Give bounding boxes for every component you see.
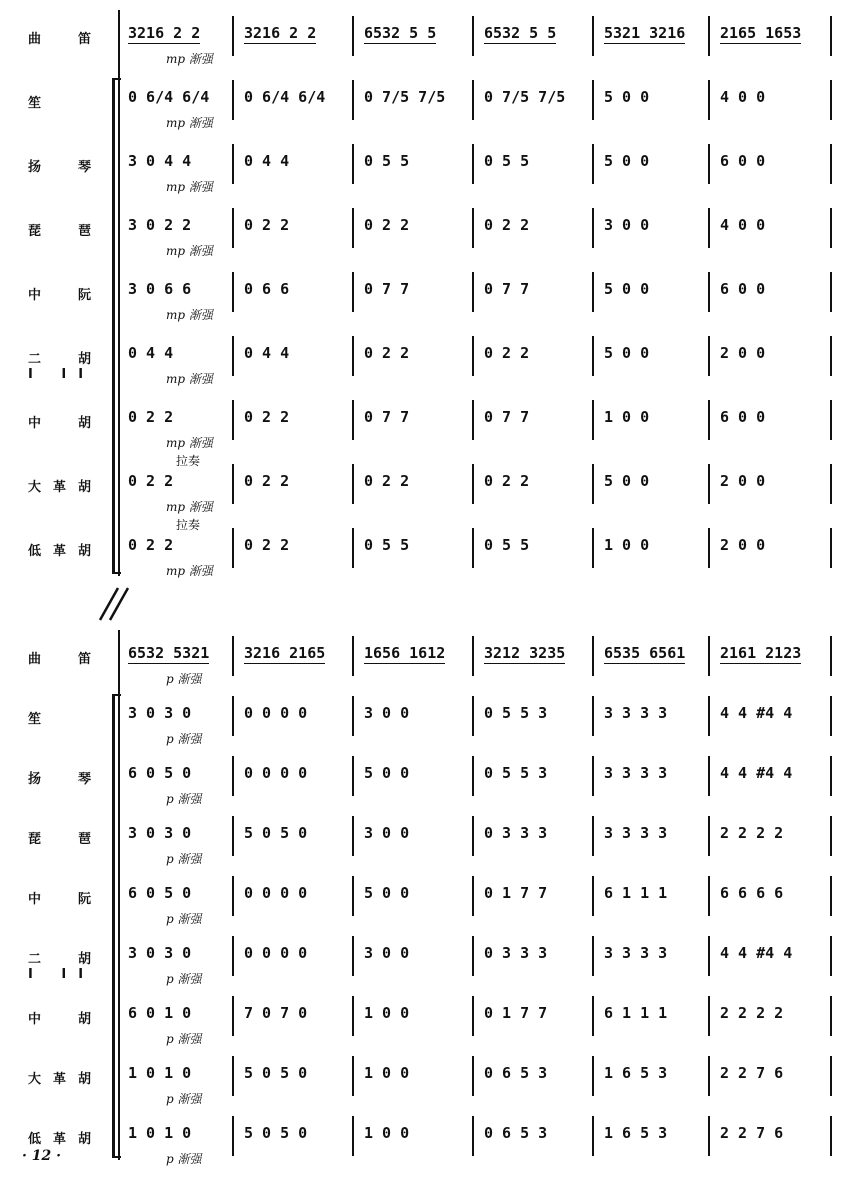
barline bbox=[232, 1056, 234, 1096]
measure-cell: 6535 6561 bbox=[604, 644, 686, 662]
staff-row bbox=[0, 138, 852, 198]
measure-cell: 0 1 7 7 bbox=[484, 1004, 548, 1022]
measure-cell: 3216 2165 bbox=[244, 644, 326, 662]
barline bbox=[708, 144, 710, 184]
measure-cell: 4 0 0 bbox=[720, 88, 766, 106]
staff-row bbox=[0, 870, 852, 930]
staff-row bbox=[0, 930, 852, 990]
barline bbox=[592, 208, 594, 248]
staff-row bbox=[0, 990, 852, 1050]
barline bbox=[830, 400, 832, 440]
measure-cell: 3 3 3 3 bbox=[604, 824, 668, 842]
measure-cell: 1 0 0 bbox=[604, 536, 650, 554]
barline bbox=[830, 1056, 832, 1096]
instrument-label: 笙 bbox=[28, 712, 54, 727]
measure-cell: 2 2 2 2 bbox=[720, 824, 784, 842]
barline bbox=[708, 208, 710, 248]
barline bbox=[472, 1116, 474, 1156]
measure-cell: 0 5 5 3 bbox=[484, 704, 548, 722]
barline bbox=[472, 996, 474, 1036]
staff-row bbox=[0, 1110, 852, 1170]
measure-cell: 3 0 0 bbox=[364, 704, 410, 722]
measure-cell: 1 0 1 0 bbox=[128, 1064, 192, 1082]
barline bbox=[592, 80, 594, 120]
measure-cell: 0 4 4 bbox=[244, 152, 290, 170]
measure-cell: 0 5 5 bbox=[484, 152, 530, 170]
measure-cell: 0 1 7 7 bbox=[484, 884, 548, 902]
staff-row bbox=[0, 394, 852, 454]
instrument-label: 二 胡 I II bbox=[28, 352, 104, 382]
barline bbox=[352, 696, 354, 736]
barline bbox=[592, 16, 594, 56]
barline bbox=[472, 144, 474, 184]
barline bbox=[352, 996, 354, 1036]
measure-cell: 0 5 5 bbox=[364, 536, 410, 554]
barline bbox=[472, 636, 474, 676]
barline bbox=[592, 816, 594, 856]
system-break-mark bbox=[94, 586, 134, 622]
measure-cell: 0 0 0 0 bbox=[244, 884, 308, 902]
barline bbox=[472, 336, 474, 376]
barline bbox=[830, 756, 832, 796]
instrument-label: 中 阮 bbox=[28, 288, 104, 303]
dynamic-marking: p 渐强 bbox=[166, 732, 202, 746]
barline bbox=[708, 528, 710, 568]
measure-cell: 3212 3235 bbox=[484, 644, 566, 662]
measure-cell: 5 0 0 bbox=[604, 152, 650, 170]
measure-cell: 5 0 5 0 bbox=[244, 824, 308, 842]
dynamic-marking: p 渐强 bbox=[166, 912, 202, 926]
measure-cell: 0 4 4 bbox=[128, 344, 174, 362]
measure-cell: 2161 2123 bbox=[720, 644, 802, 662]
measure-cell: 0 6 6 bbox=[244, 280, 290, 298]
barline bbox=[472, 876, 474, 916]
staff-row bbox=[0, 10, 852, 70]
measure-cell: 2165 1653 bbox=[720, 24, 802, 42]
barline bbox=[592, 996, 594, 1036]
barline bbox=[352, 80, 354, 120]
barline bbox=[232, 816, 234, 856]
barline bbox=[352, 464, 354, 504]
measure-cell: 5 0 0 bbox=[604, 88, 650, 106]
measure-cell: 1 6 5 3 bbox=[604, 1064, 668, 1082]
barline bbox=[232, 936, 234, 976]
barline bbox=[232, 636, 234, 676]
measure-cell: 2 0 0 bbox=[720, 536, 766, 554]
barline bbox=[708, 400, 710, 440]
barline bbox=[708, 272, 710, 312]
dynamic-marking: mp 渐强 bbox=[166, 180, 213, 194]
barline bbox=[830, 876, 832, 916]
measure-cell: 6 0 0 bbox=[720, 280, 766, 298]
measure-cell: 0 5 5 bbox=[484, 536, 530, 554]
dynamic-marking: mp 渐强 bbox=[166, 244, 213, 258]
barline bbox=[472, 816, 474, 856]
barline bbox=[708, 876, 710, 916]
barline bbox=[232, 876, 234, 916]
barline bbox=[232, 16, 234, 56]
measure-cell: 7 0 7 0 bbox=[244, 1004, 308, 1022]
barline bbox=[472, 80, 474, 120]
measure-cell: 2 2 2 2 bbox=[720, 1004, 784, 1022]
barline bbox=[708, 636, 710, 676]
instrument-label: 扬 琴 bbox=[28, 772, 104, 787]
barline bbox=[352, 528, 354, 568]
barline bbox=[708, 1056, 710, 1096]
dynamic-marking: p 渐强 bbox=[166, 852, 202, 866]
measure-cell: 6 0 1 0 bbox=[128, 1004, 192, 1022]
staff-row bbox=[0, 630, 852, 690]
measure-cell: 0 2 2 bbox=[128, 472, 174, 490]
measure-cell: 0 2 2 bbox=[244, 536, 290, 554]
instrument-label: 中 胡 bbox=[28, 416, 104, 431]
barline bbox=[830, 272, 832, 312]
barline bbox=[708, 336, 710, 376]
staff-row bbox=[0, 74, 852, 134]
dynamic-marking: p 渐强 bbox=[166, 672, 202, 686]
barline bbox=[830, 528, 832, 568]
instrument-label: 中 胡 bbox=[28, 1012, 104, 1027]
barline bbox=[592, 1116, 594, 1156]
measure-cell: 0 7/5 7/5 bbox=[484, 88, 566, 106]
barline bbox=[472, 528, 474, 568]
instrument-label: 大革胡 bbox=[28, 480, 104, 495]
measure-cell: 0 2 2 bbox=[244, 216, 290, 234]
dynamic-marking: p 渐强 bbox=[166, 792, 202, 806]
measure-cell: 0 2 2 bbox=[364, 472, 410, 490]
group-bracket bbox=[112, 694, 121, 1158]
measure-cell: 2 0 0 bbox=[720, 344, 766, 362]
barline bbox=[830, 636, 832, 676]
measure-cell: 3 0 3 0 bbox=[128, 824, 192, 842]
measure-cell: 1 0 1 0 bbox=[128, 1124, 192, 1142]
barline bbox=[232, 208, 234, 248]
technique-marking: 拉奏 bbox=[176, 454, 201, 468]
barline bbox=[472, 272, 474, 312]
barline bbox=[232, 696, 234, 736]
barline bbox=[472, 936, 474, 976]
measure-cell: 6 0 5 0 bbox=[128, 764, 192, 782]
staff-row bbox=[0, 750, 852, 810]
dynamic-marking: p 渐强 bbox=[166, 1032, 202, 1046]
measure-cell: 6 1 1 1 bbox=[604, 884, 668, 902]
dynamic-marking: p 渐强 bbox=[166, 1092, 202, 1106]
measure-cell: 6 0 5 0 bbox=[128, 884, 192, 902]
staff-row bbox=[0, 690, 852, 750]
staff-row bbox=[0, 1050, 852, 1110]
measure-cell: 0 7/5 7/5 bbox=[364, 88, 446, 106]
staff-row bbox=[0, 454, 852, 518]
measure-cell: 3 3 3 3 bbox=[604, 944, 668, 962]
measure-cell: 0 2 2 bbox=[128, 536, 174, 554]
barline bbox=[708, 936, 710, 976]
barline bbox=[352, 208, 354, 248]
barline bbox=[592, 756, 594, 796]
measure-cell: 0 6 5 3 bbox=[484, 1124, 548, 1142]
barline bbox=[708, 1116, 710, 1156]
page-number: · 12 · bbox=[22, 1148, 61, 1164]
barline bbox=[232, 144, 234, 184]
barline bbox=[472, 16, 474, 56]
barline bbox=[232, 996, 234, 1036]
dynamic-marking: mp 渐强 bbox=[166, 564, 213, 578]
barline bbox=[472, 1056, 474, 1096]
barline bbox=[708, 996, 710, 1036]
barline bbox=[352, 16, 354, 56]
measure-cell: 0 2 2 bbox=[484, 472, 530, 490]
barline bbox=[592, 936, 594, 976]
measure-cell: 0 6/4 6/4 bbox=[244, 88, 326, 106]
measure-cell: 1 0 0 bbox=[364, 1064, 410, 1082]
measure-cell: 3 0 3 0 bbox=[128, 944, 192, 962]
barline bbox=[232, 400, 234, 440]
measure-cell: 6 0 0 bbox=[720, 408, 766, 426]
barline bbox=[830, 1116, 832, 1156]
measure-cell: 0 2 2 bbox=[484, 216, 530, 234]
measure-cell: 5 0 0 bbox=[364, 764, 410, 782]
barline bbox=[592, 1056, 594, 1096]
measure-cell: 0 3 3 3 bbox=[484, 824, 548, 842]
measure-cell: 0 6 5 3 bbox=[484, 1064, 548, 1082]
dynamic-marking: mp 渐强 bbox=[166, 436, 213, 450]
measure-cell: 5321 3216 bbox=[604, 24, 686, 42]
barline bbox=[592, 144, 594, 184]
barline bbox=[232, 80, 234, 120]
staff-row bbox=[0, 330, 852, 390]
measure-cell: 0 6/4 6/4 bbox=[128, 88, 210, 106]
measure-cell: 3 0 4 4 bbox=[128, 152, 192, 170]
measure-cell: 3 0 0 bbox=[364, 944, 410, 962]
barline bbox=[830, 696, 832, 736]
measure-cell: 0 2 2 bbox=[364, 216, 410, 234]
barline bbox=[352, 876, 354, 916]
measure-cell: 4 4 #4 4 bbox=[720, 704, 793, 722]
measure-cell: 0 5 5 3 bbox=[484, 764, 548, 782]
barline bbox=[592, 876, 594, 916]
measure-cell: 4 4 #4 4 bbox=[720, 764, 793, 782]
instrument-label: 琵 琶 bbox=[28, 224, 104, 239]
measure-cell: 5 0 0 bbox=[604, 280, 650, 298]
barline bbox=[232, 336, 234, 376]
barline bbox=[592, 636, 594, 676]
barline bbox=[592, 528, 594, 568]
barline bbox=[708, 816, 710, 856]
barline bbox=[352, 400, 354, 440]
measure-cell: 3216 2 2 bbox=[128, 24, 201, 42]
dynamic-marking: p 渐强 bbox=[166, 972, 202, 986]
measure-cell: 1 0 0 bbox=[604, 408, 650, 426]
barline bbox=[830, 80, 832, 120]
measure-cell: 5 0 0 bbox=[604, 472, 650, 490]
barline bbox=[472, 756, 474, 796]
barline bbox=[232, 528, 234, 568]
instrument-label: 大革胡 bbox=[28, 1072, 104, 1087]
staff-row bbox=[0, 266, 852, 326]
dynamic-marking: mp 渐强 bbox=[166, 308, 213, 322]
dynamic-marking: mp 渐强 bbox=[166, 52, 213, 66]
barline bbox=[352, 756, 354, 796]
barline bbox=[352, 1116, 354, 1156]
barline bbox=[592, 272, 594, 312]
measure-cell: 0 7 7 bbox=[364, 280, 410, 298]
measure-cell: 6532 5321 bbox=[128, 644, 210, 662]
measure-cell: 0 7 7 bbox=[484, 408, 530, 426]
measure-cell: 0 7 7 bbox=[364, 408, 410, 426]
instrument-label: 低革胡 bbox=[28, 1132, 104, 1147]
measure-cell: 0 3 3 3 bbox=[484, 944, 548, 962]
barline bbox=[232, 272, 234, 312]
dynamic-marking: p 渐强 bbox=[166, 1152, 202, 1166]
measure-cell: 0 2 2 bbox=[244, 408, 290, 426]
barline bbox=[232, 1116, 234, 1156]
barline bbox=[830, 336, 832, 376]
measure-cell: 4 4 #4 4 bbox=[720, 944, 793, 962]
measure-cell: 6 6 6 6 bbox=[720, 884, 784, 902]
instrument-label: 琵 琶 bbox=[28, 832, 104, 847]
barline bbox=[830, 208, 832, 248]
barline bbox=[232, 464, 234, 504]
barline bbox=[472, 696, 474, 736]
barline bbox=[592, 696, 594, 736]
measure-cell: 1656 1612 bbox=[364, 644, 446, 662]
barline bbox=[352, 144, 354, 184]
barline bbox=[830, 16, 832, 56]
measure-cell: 5 0 0 bbox=[604, 344, 650, 362]
group-bracket bbox=[112, 78, 121, 574]
measure-cell: 0 0 0 0 bbox=[244, 944, 308, 962]
measure-cell: 2 2 7 6 bbox=[720, 1064, 784, 1082]
barline bbox=[472, 464, 474, 504]
measure-cell: 0 2 2 bbox=[364, 344, 410, 362]
measure-cell: 1 0 0 bbox=[364, 1004, 410, 1022]
measure-cell: 2 2 7 6 bbox=[720, 1124, 784, 1142]
measure-cell: 0 2 2 bbox=[484, 344, 530, 362]
barline bbox=[592, 464, 594, 504]
measure-cell: 3 0 6 6 bbox=[128, 280, 192, 298]
barline bbox=[830, 996, 832, 1036]
instrument-label: 笙 bbox=[28, 96, 54, 111]
barline bbox=[352, 272, 354, 312]
measure-cell: 3 0 0 bbox=[364, 824, 410, 842]
measure-cell: 5 0 0 bbox=[364, 884, 410, 902]
barline bbox=[708, 80, 710, 120]
instrument-label: 曲 笛 bbox=[28, 652, 104, 667]
barline bbox=[830, 144, 832, 184]
instrument-label: 扬 琴 bbox=[28, 160, 104, 175]
dynamic-marking: mp 渐强 bbox=[166, 116, 213, 130]
dynamic-marking: mp 渐强 bbox=[166, 500, 213, 514]
barline bbox=[352, 636, 354, 676]
measure-cell: 6 1 1 1 bbox=[604, 1004, 668, 1022]
barline bbox=[830, 816, 832, 856]
measure-cell: 0 7 7 bbox=[484, 280, 530, 298]
barline bbox=[352, 816, 354, 856]
measure-cell: 5 0 5 0 bbox=[244, 1064, 308, 1082]
measure-cell: 0 2 2 bbox=[244, 472, 290, 490]
measure-cell: 0 4 4 bbox=[244, 344, 290, 362]
barline bbox=[708, 16, 710, 56]
instrument-label: 中 阮 bbox=[28, 892, 104, 907]
measure-cell: 6532 5 5 bbox=[364, 24, 437, 42]
measure-cell: 4 0 0 bbox=[720, 216, 766, 234]
barline bbox=[830, 464, 832, 504]
measure-cell: 3216 2 2 bbox=[244, 24, 317, 42]
dynamic-marking: mp 渐强 bbox=[166, 372, 213, 386]
measure-cell: 1 0 0 bbox=[364, 1124, 410, 1142]
measure-cell: 0 2 2 bbox=[128, 408, 174, 426]
measure-cell: 0 5 5 bbox=[364, 152, 410, 170]
barline bbox=[830, 936, 832, 976]
staff-row bbox=[0, 810, 852, 870]
barline bbox=[592, 336, 594, 376]
system-2 bbox=[0, 620, 852, 1166]
barline bbox=[352, 336, 354, 376]
barline bbox=[472, 208, 474, 248]
technique-marking: 拉奏 bbox=[176, 518, 201, 532]
instrument-label: 低革胡 bbox=[28, 544, 104, 559]
measure-cell: 3 3 3 3 bbox=[604, 704, 668, 722]
instrument-label: 二 胡 I II bbox=[28, 952, 104, 982]
staff-row bbox=[0, 518, 852, 582]
measure-cell: 6532 5 5 bbox=[484, 24, 557, 42]
measure-cell: 0 0 0 0 bbox=[244, 704, 308, 722]
measure-cell: 5 0 5 0 bbox=[244, 1124, 308, 1142]
barline bbox=[352, 936, 354, 976]
measure-cell: 2 0 0 bbox=[720, 472, 766, 490]
measure-cell: 3 0 0 bbox=[604, 216, 650, 234]
measure-cell: 3 0 3 0 bbox=[128, 704, 192, 722]
barline bbox=[708, 756, 710, 796]
barline bbox=[708, 464, 710, 504]
measure-cell: 3 3 3 3 bbox=[604, 764, 668, 782]
measure-cell: 0 0 0 0 bbox=[244, 764, 308, 782]
measure-cell: 3 0 2 2 bbox=[128, 216, 192, 234]
measure-cell: 6 0 0 bbox=[720, 152, 766, 170]
barline bbox=[592, 400, 594, 440]
measure-cell: 1 6 5 3 bbox=[604, 1124, 668, 1142]
barline bbox=[352, 1056, 354, 1096]
barline bbox=[708, 696, 710, 736]
barline bbox=[232, 756, 234, 796]
barline bbox=[472, 400, 474, 440]
instrument-label: 曲 笛 bbox=[28, 32, 104, 47]
staff-row bbox=[0, 202, 852, 262]
